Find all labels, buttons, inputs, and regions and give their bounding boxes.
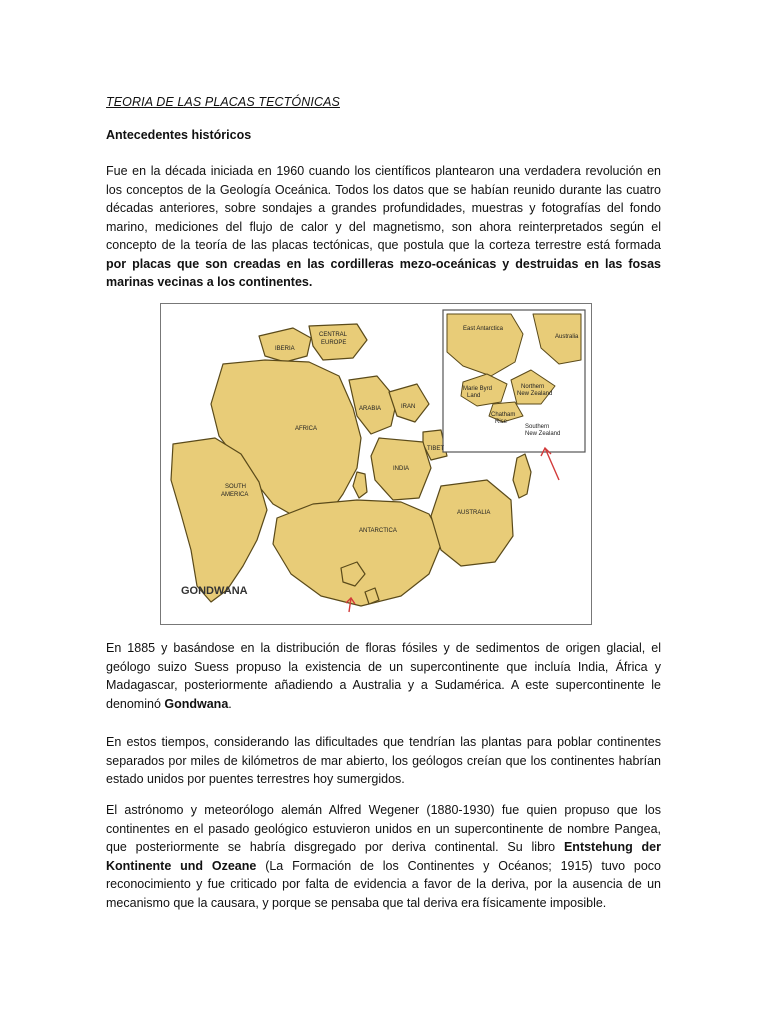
inset-label-southern-nz-2: New Zealand xyxy=(525,431,561,437)
paragraph-wegener-book: Entstehung der Kontinente und Ozeane xyxy=(106,840,661,873)
label-africa: AFRICA xyxy=(295,426,318,432)
paragraph-intro xyxy=(106,162,661,292)
paragraph-wegener-after: (La Formación de los Continentes y Océanos; 1915) tuvo poco reconocimiento y fue criticado por falta de evidencia a favor de la deriva, por la ausencia de un mecanismo que la causara, y porque se pensaba que tal deriva era físicamente imposible. xyxy=(106,858,661,910)
label-australia: AUSTRALIA xyxy=(457,510,491,516)
inset-label-northern-nz-2: New Zealand xyxy=(517,391,553,397)
new-zealand-landmass xyxy=(513,454,531,498)
inset-label-chatham-1: Chatham xyxy=(491,412,516,418)
paragraph-gondwana-end: . xyxy=(228,696,232,711)
label-central-europe-1: CENTRAL xyxy=(319,332,348,338)
paragraph-gondwana-bold: Gondwana xyxy=(164,696,229,711)
inset-label-marie-byrd-1: Marie Byrd xyxy=(463,386,493,392)
label-south-america-1: SOUTH xyxy=(225,484,246,490)
label-tibet: TIBET xyxy=(427,446,445,452)
madagascar-landmass xyxy=(353,472,367,498)
paragraph-land-bridges: En estos tiempos, considerando las dificultades que tendrían las plantas para poblar continentes separados por miles de kilómetros de mar abierto, los geólogos creían que los continentes habrían estado unidos por puentes terrestres hoy sumergidos. xyxy=(106,735,661,786)
antarctica-landmass xyxy=(273,500,443,606)
australia-landmass xyxy=(431,480,513,566)
map-inset xyxy=(443,310,585,452)
inset-label-australia: Australia xyxy=(555,334,579,340)
paragraph-gondwana-text: En 1885 y basándose en la distribución de floras fósiles y de sedimentos de origen glacial, el geólogo suizo Suess propuso la existencia de un supercontinente que incluía India, África y Madagascar, posteriormente añadiendo a Australia y a Sudamérica. A este supercontinente le denominó xyxy=(106,641,661,711)
paragraph-wegener xyxy=(106,801,661,912)
inset-label-chatham-2: Rise xyxy=(495,419,508,425)
paragraph-intro-text: Fue en la década iniciada en 1960 cuando los científicos plantearon una verdadera revolución en los conceptos de la Geología Oceánica. Todos los datos que se habían reunido durante las cuatro décadas anteriores, sobre sondajes a grandes profundidades, muestras y fotografías del fondo marino, mediciones del flujo de calor y del magnetismo, son ahora reinterpretados según el concepto de la teoría de las placas tectónicas, que postula que la corteza terrestre está formada xyxy=(106,164,661,252)
section-heading: Antecedentes históricos xyxy=(106,128,252,142)
paragraph-wegener-before: El astrónomo y meteorólogo alemán Alfred Wegener (1880-1930) fue quien propuso que los continentes en el pasado geológico estuvieron unidos en un supercontinente de nombre Pangea, que posteriormente se habría disgregado por deriva continental. Su libro xyxy=(106,803,661,854)
gondwana-map-svg xyxy=(161,304,591,624)
label-iran: IRAN xyxy=(401,404,416,410)
gondwana-map xyxy=(160,303,592,625)
inset-label-east-antarctica: East Antarctica xyxy=(463,326,504,332)
iran-landmass xyxy=(389,384,429,422)
inset-label-southern-nz-1: Southern xyxy=(525,424,550,430)
label-antarctica: ANTARCTICA xyxy=(359,528,397,534)
label-south-america-2: AMERICA xyxy=(221,492,249,498)
label-central-europe-2: EUROPE xyxy=(321,340,347,346)
inset-label-northern-nz-1: Northern xyxy=(521,384,545,390)
paragraph-gondwana xyxy=(106,639,661,713)
inset-label-marie-byrd-2: Land xyxy=(467,393,481,399)
label-india: INDIA xyxy=(393,466,410,472)
label-arabia: ARABIA xyxy=(359,406,382,412)
label-iberia: IBERIA xyxy=(275,346,295,352)
iberia-landmass xyxy=(259,328,311,362)
map-title: GONDWANA xyxy=(181,585,248,597)
document-title: TEORIA DE LAS PLACAS TECTÓNICAS xyxy=(106,95,340,109)
arrow-inset xyxy=(545,448,559,480)
paragraph-intro-bold: por placas que son creadas en las cordilleras mezo-oceánicas y destruidas en las fosas marinas vecinas a los continentes. xyxy=(106,256,661,289)
